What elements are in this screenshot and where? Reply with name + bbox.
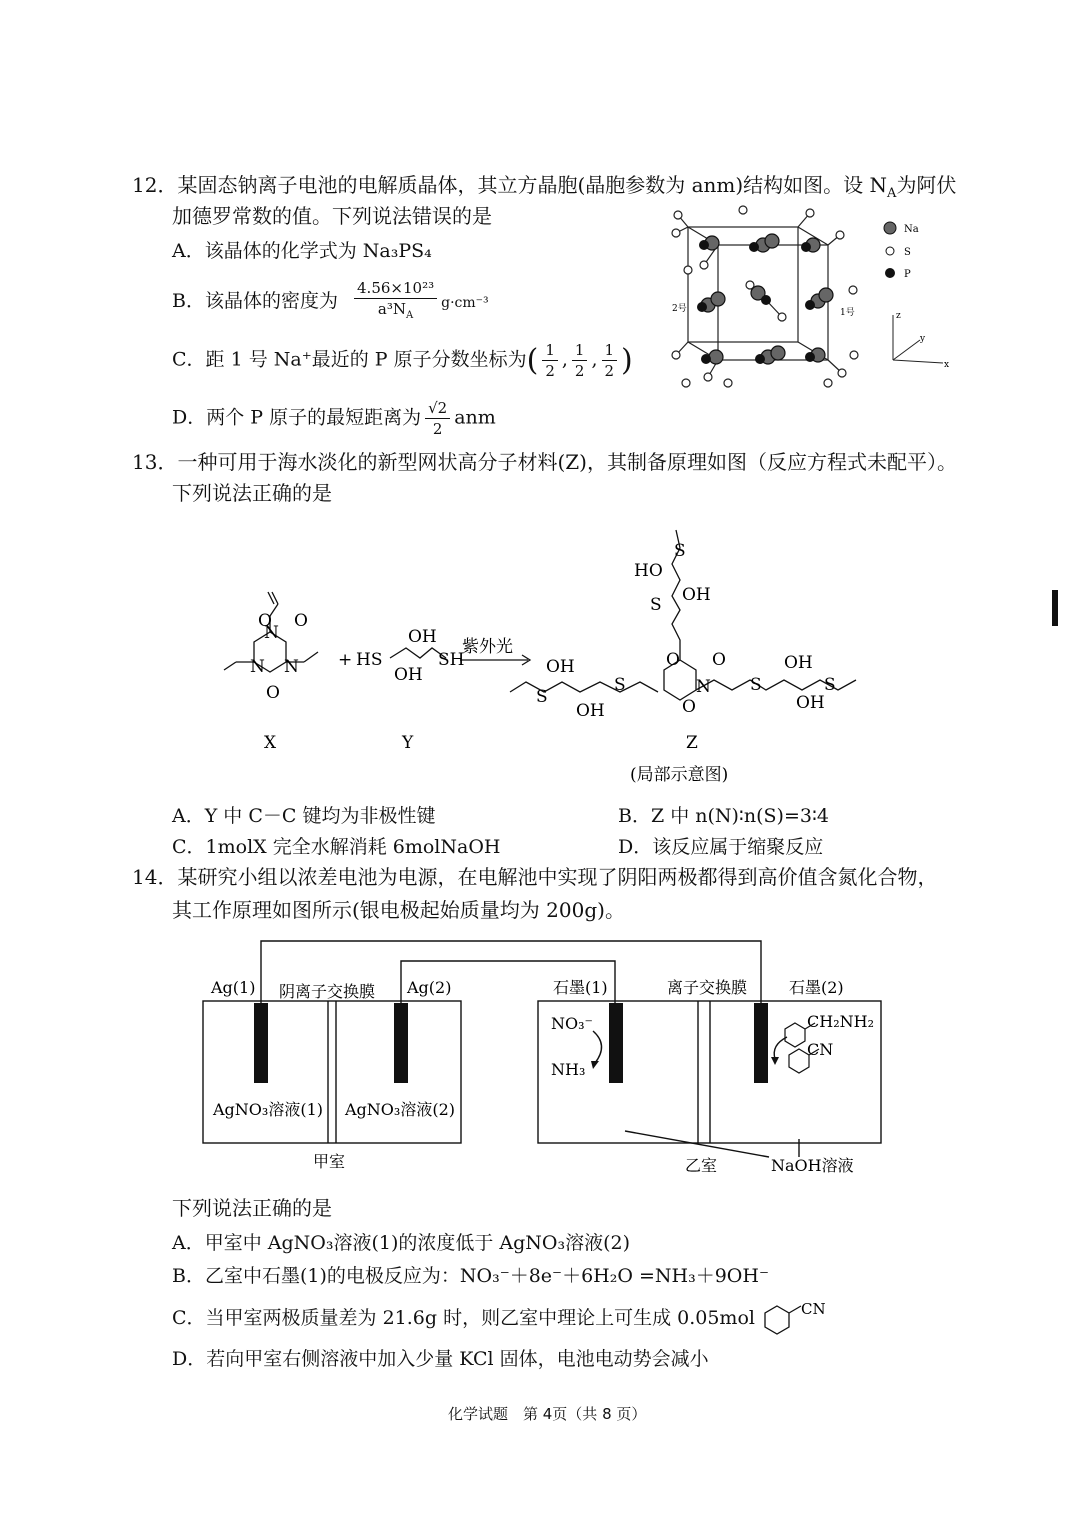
svg-text:+: + [338,650,353,670]
q12-option-b: B．该晶体的密度为 $\frac{\text{4.56×10²³}}{a^3N_A}$ g·cm⁻³ [172,278,489,326]
graphite2-electrode [754,1003,768,1083]
q13-number: 13． [132,450,178,474]
svg-text:AgNO₃溶液(2): AgNO₃溶液(2) [345,1100,455,1119]
svg-text:乙室: 乙室 [685,1156,718,1175]
svg-text:OH: OH [576,701,605,721]
q12-stem-line1: 12．某固态钠离子电池的电解质晶体，其立方晶胞(晶胞参数为 anm)结构如图。设 $N_A$为阿伏 [132,173,957,201]
z-caption: (局部示意图) [630,765,729,785]
svg-text:OH: OH [394,665,423,685]
svg-text:N: N [264,623,279,643]
svg-text:S: S [650,595,662,615]
density-fraction: $\frac{\text{4.56×10²³}}{a^3N_A}$ [354,278,437,326]
svg-text:CH₂NH₂: CH₂NH₂ [807,1012,874,1031]
q14-option-c: C．当甲室两极质量差为 21.6g 时，则乙室中理论上可生成 0.05mol CN [172,1302,831,1336]
svg-text:OH: OH [408,627,437,647]
na-legend-icon [884,222,896,234]
q13-option-b: B．Z 中 n(N)∶n(S)=3∶4 [618,805,829,827]
svg-text:O: O [666,650,680,670]
label-z: Z [686,733,698,753]
q14-option-d: D．若向甲室右侧溶液中加入少量 KCl 固体，电池电动势会减小 [172,1348,709,1370]
svg-text:S: S [536,687,548,707]
svg-text:N: N [284,657,299,677]
svg-text:N: N [250,657,265,677]
svg-text:OH: OH [682,585,711,605]
svg-text:x: x [944,360,950,370]
svg-text:O: O [712,650,726,670]
q12-number: 12． [132,173,178,197]
q12-option-c: C．距 1 号 Na⁺最近的 P 原子分数坐标为( $\frac{1}{2}$ , $\frac{1}{2}$ , $\frac{1}{2}$ ) [172,341,633,380]
q14-stem-line2: 其工作原理如图所示(银电极起始质量均为 200g)。 [172,898,625,922]
svg-text:S: S [614,675,626,695]
q14-stem-line1: 14．某研究小组以浓差电池为电源，在电解池中实现了阴阳两极都得到高价值含氮化合物， [132,865,938,889]
svg-text:离子交换膜: 离子交换膜 [667,978,748,997]
svg-text:OH: OH [796,693,825,713]
q13-stem-line2: 下列说法正确的是 [172,481,332,505]
svg-text:O: O [258,611,272,631]
svg-text:S: S [824,675,836,695]
q13-stem-line1: 13．一种可用于海水淡化的新型网状高分子材料(Z)，其制备原理如图（反应方程式未配平）。 [132,450,957,474]
label-2: 2号 [672,304,687,314]
label-y: Y [402,733,414,753]
svg-text:S: S [904,247,911,258]
axes-icon [893,315,943,363]
svg-text:OH: OH [784,653,813,673]
q13-option-c: C．1molX 完全水解消耗 6molNaOH [172,836,501,858]
ag2-electrode [394,1003,408,1083]
svg-text:OH: OH [546,657,575,677]
q13-option-a: A．Y 中 C－C 键均为非极性键 [172,805,436,827]
graphite1-electrode [609,1003,623,1083]
q14-number: 14． [132,865,178,889]
svg-text:N: N [696,677,711,697]
q14-option-a: A．甲室中 AgNO₃溶液(1)的浓度低于 AgNO₃溶液(2) [172,1232,631,1254]
svg-text:Ag(1): Ag(1) [211,978,256,997]
svg-text:NO₃⁻: NO₃⁻ [551,1014,593,1033]
svg-text:甲室: 甲室 [313,1152,346,1171]
benzonitrile-icon [761,1302,831,1336]
svg-text:z: z [896,311,901,321]
svg-text:O: O [294,611,308,631]
label-1: 1号 [840,308,855,318]
reaction-scheme-figure [210,520,900,790]
svg-text:O: O [682,697,696,717]
electrochemical-cell-figure [195,935,895,1180]
svg-text:y: y [920,334,926,344]
svg-text:CN: CN [807,1040,834,1059]
svg-text:S: S [750,675,762,695]
svg-text:石墨(2): 石墨(2) [789,978,844,997]
q14-lead: 下列说法正确的是 [172,1196,332,1220]
q12-stem-line2: 加德罗常数的值。下列说法错误的是 [172,204,492,228]
svg-text:Na: Na [904,224,919,235]
q13-option-d: D．该反应属于缩聚反应 [618,836,824,858]
svg-text:NH₃: NH₃ [551,1060,586,1079]
svg-text:Ag(2): Ag(2) [407,978,452,997]
svg-text:SH: SH [438,650,465,670]
curved-arrow-icon [593,1031,602,1063]
ag1-electrode [254,1003,268,1083]
margin-mark [1052,590,1058,626]
crystal-cell-figure [668,205,958,395]
s-legend-icon [886,247,894,255]
p-legend-icon [885,268,895,278]
q12-option-d: D．两个 P 原子的最短距离为 $\frac{√2}{2}$ anm [172,399,496,438]
q14-option-b: B．乙室中石墨(1)的电极反应为：NO₃⁻＋8e⁻＋6H₂O =NH₃＋9OH⁻ [172,1265,769,1287]
svg-text:阴离子交换膜: 阴离子交换膜 [279,982,376,1001]
label-x: X [264,733,277,753]
svg-text:P: P [904,269,911,280]
svg-text:S: S [674,541,686,561]
svg-text:O: O [266,683,280,703]
svg-text:HO: HO [634,561,663,581]
svg-text:NaOH溶液: NaOH溶液 [771,1156,854,1175]
svg-text:石墨(1): 石墨(1) [553,978,608,997]
q12-option-a: A．该晶体的化学式为 Na₃PS₄ [172,240,432,262]
page-footer: 化学试题 第 4页（共 8 页） [448,1405,647,1423]
svg-text:HS: HS [356,650,383,670]
svg-text:CN: CN [801,1302,826,1318]
svg-text:AgNO₃溶液(1): AgNO₃溶液(1) [213,1100,323,1119]
svg-text:紫外光: 紫外光 [462,637,513,657]
